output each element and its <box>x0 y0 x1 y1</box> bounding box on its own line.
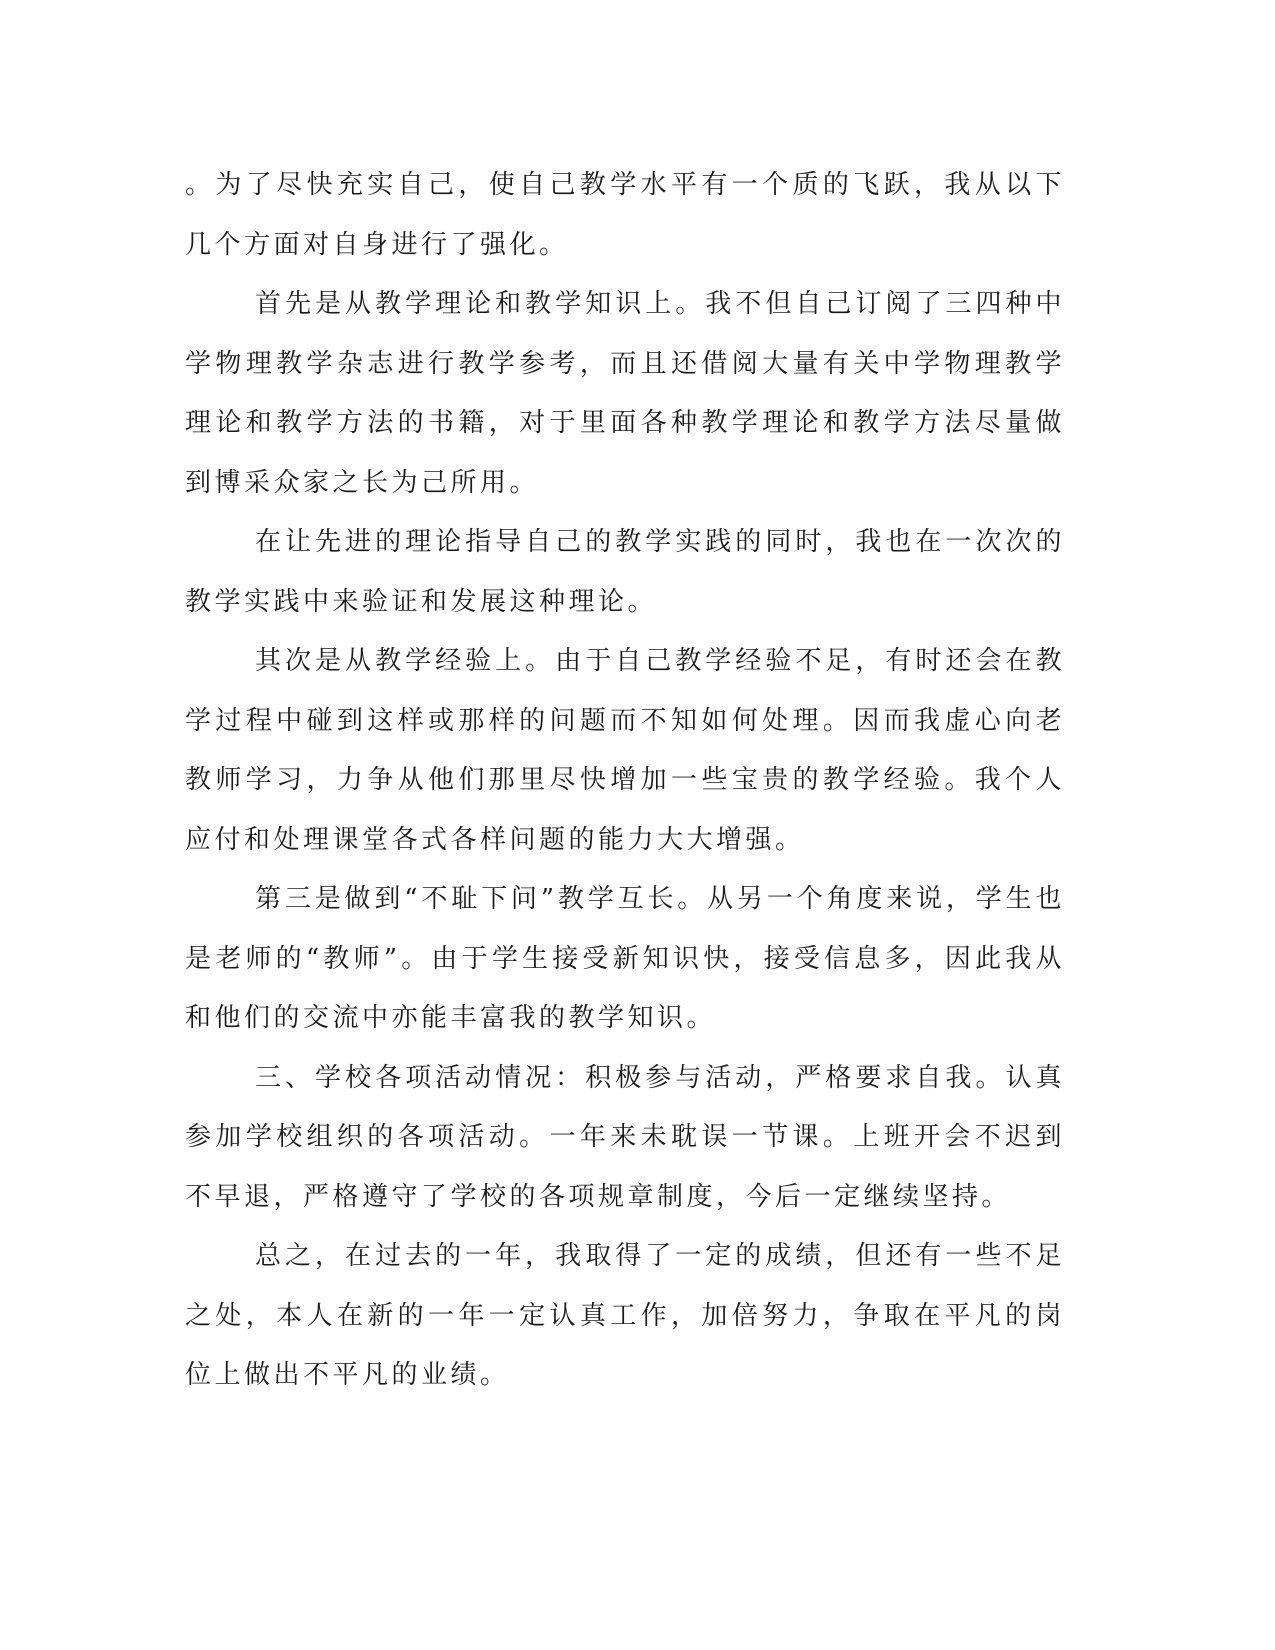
document-body <box>185 156 1065 1406</box>
paragraph-teaching-experience: 其次是从教学经验上。由于自己教学经验不足，有时还会在教学过程中碰到这样或那样的问题而不知如何处理。因而我虚心向老教师学习，力争从他们那里尽快增加一些宝贵的教学经验。我个人应付和处理课堂各式各样问题的能力大大增强。 <box>185 646 1065 855</box>
paragraph-theory-practice: 在让先进的理论指导自己的教学实践的同时，我也在一次次的教学实践中来验证和发展这种理论。 <box>185 527 1065 617</box>
paragraph-learn-from-students: 第三是做到“不耻下问”教学互长。从另一个角度来说，学生也是老师的“教师”。由于学生接受新知识快，接受信息多，因此我从和他们的交流中亦能丰富我的教学知识。 <box>185 884 1065 1033</box>
paragraph-continuation: 。为了尽快充实自己，使自己教学水平有一个质的飞跃，我从以下几个方面对自身进行了强化。 <box>185 170 1065 260</box>
paragraph-school-activities: 三、学校各项活动情况：积极参与活动，严格要求自我。认真参加学校组织的各项活动。一年来未耽误一节课。上班开会不迟到不早退，严格遵守了学校的各项规章制度，今后一定继续坚持。 <box>185 1062 1065 1212</box>
paragraph-theory-knowledge: 首先是从教学理论和教学知识上。我不但自己订阅了三四种中学物理教学杂志进行教学参考，而且还借阅大量有关中学物理教学理论和教学方法的书籍，对于里面各种教学理论和教学方法尽量做到博采众家之长为己所用。 <box>185 289 1065 498</box>
paragraph-conclusion: 总之，在过去的一年，我取得了一定的成绩，但还有一些不足之处，本人在新的一年一定认真工作，加倍努力，争取在平凡的岗位上做出不平凡的业绩。 <box>185 1241 1065 1390</box>
